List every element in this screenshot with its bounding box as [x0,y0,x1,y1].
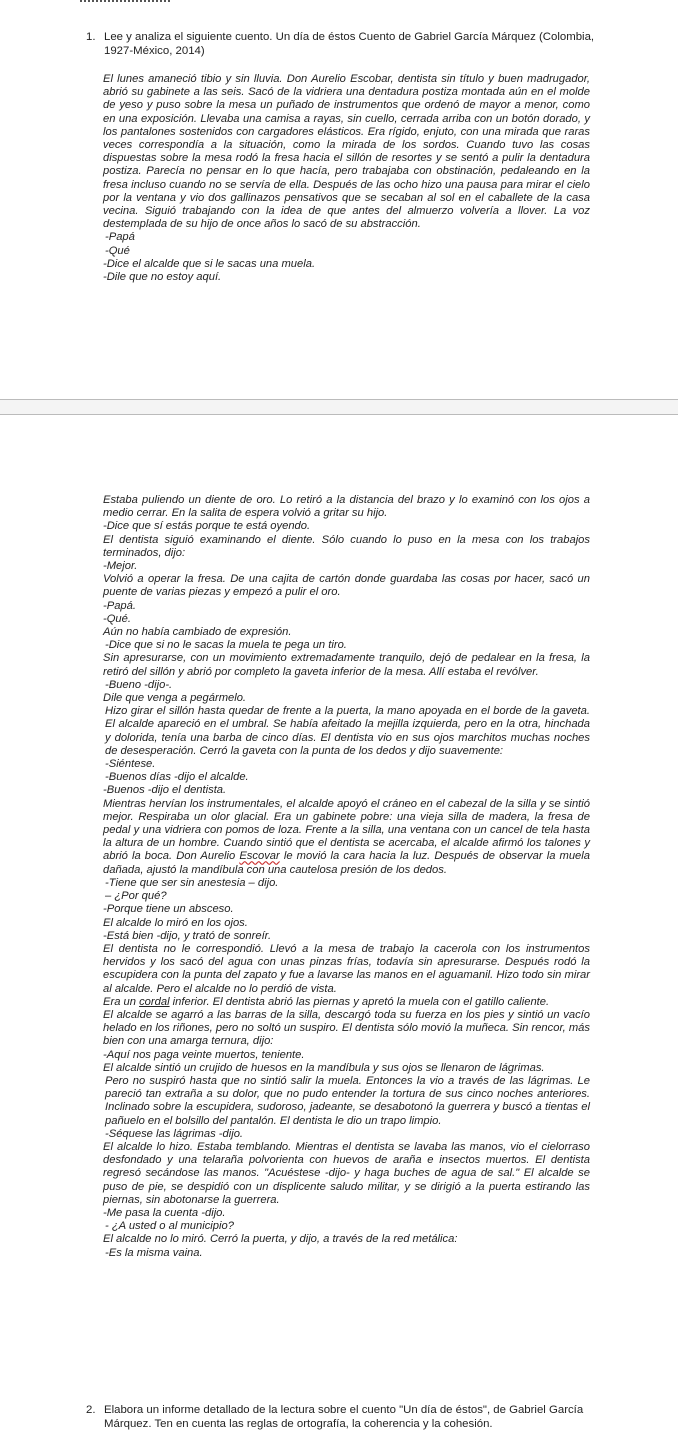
dialogue-line: -Papá. [103,599,136,612]
dialogue-line: -Papá [105,231,135,244]
dialogue-line: -Qué. [103,612,131,625]
paragraph [103,798,590,877]
dialogue-line: -Siéntese. [105,758,156,771]
question-1 [86,30,606,58]
dialogue-line: - ¿A usted o al municipio? [105,1220,234,1233]
paragraph: El dentista siguió examinando el diente. Sólo cuando lo puso en la mesa con los trabajos terminados, dijo: [103,533,590,559]
dialogue-line: -Buenos días -dijo el alcalde. [105,771,249,784]
question-2 [86,1403,606,1431]
paragraph: El alcalde se agarró a las barras de la silla, descargó toda su fuerza en los pies y sintió un vacío helado en los riñones, pero no soltó un suspiro. El dentista sólo movió la muñeca. Sin rencor, más bien con una amarga ternura, dijo: [103,1008,590,1048]
question-1-line-2: 1927-México, 2014) [104,45,205,57]
paragraph-text: inferior. El dentista abrió las piernas y apretó la muela con el gatillo caliente. [169,995,550,1008]
paragraph-text: Mientras hervían los instrumentales, el alcalde apoyó el cráneo en el cabezal de la silla y se sintió mejor. Respiraba un olor glacial. Era un gabinete pobre: una vieja silla de madera, la fresa de pedal y una vidriera con pomos de loza. Frente a la silla, una ventana con un cancel de tela hasta la altura de un hombre. Cuando sintió que el dentista se acercaba, el alcalde afirmó los talones y abrió la boca. Don Aurelio [103,797,590,863]
paragraph: El lunes amaneció tibio y sin lluvia. Don Aurelio Escobar, dentista sin título y buen madrugador, abrió su gabinete a las seis. Sacó de la vidriera una dentadura postiza montada aún en el molde de yeso y puso sobre la mesa un puñado de instrumentos que ordenó de mayor a menor, como en una exposición. Llevaba una camisa a rayas, sin cuello, cerrada arriba con un botón dorado, y los pantalones sostenidos con cargadores elásticos. Era rígido, enjuto, con una mirada que raras veces correspondía a la situación, como la mirada de los sordos. Cuando tuvo las cosas dispuestas sobre la mesa rodó la fresa hacia el sillón de resortes y se sentó a pulir la dentadura postiza. Parecía no pensar en lo que hacía, pero trabajaba con obstinación, pedaleando en la fresa incluso cuando no se servía de ella. Después de las ocho hizo una pausa para mirar el cielo por la ventana y vio dos gallinazos pensativos que se secaban al sol en el caballete de la casa vecina. Siguió trabajando con la idea de que antes del almuerzo volvería a llover. La voz destemplada de su hijo de once años lo sacó de su abstracción. [103,73,590,231]
paragraph: El dentista no le correspondió. Llevó a la mesa de trabajo la cacerola con los instrumentos hervidos y los sacó del agua con unas pinzas frías, todavía sin apresurarse. Después rodó la escupidera con la punta del zapato y fue a lavarse las manos en el aguamanil. Hizo todo sin mirar al alcalde. Pero el alcalde no lo perdió de vista. [103,942,590,995]
paragraph: El alcalde sintió un crujido de huesos en la mandíbula y sus ojos se llenaron de lágrimas. [103,1061,545,1074]
dialogue-line: -Me pasa la cuenta -dijo. [103,1206,226,1219]
dialogue-line: -Dice que sí estás porque te está oyendo. [103,520,311,533]
paragraph: Estaba puliendo un diente de oro. Lo retiró a la distancia del brazo y lo examinó con los ojos a medio cerrar. En la salita de espera volvió a gritar su hijo. [103,494,590,520]
paragraph-text: le movió la cara hacia la luz. Después de observar la muela dañada, ajustó la mandíbula con una cautelosa presión de los dedos. [103,850,590,876]
dialogue-line: -Está bien -dijo, y trató de sonreír. [103,929,272,942]
story-part-2 [103,494,590,1260]
dialogue-line: – ¿Por qué? [105,890,167,903]
dialogue-line: -Es la misma vaina. [105,1246,203,1259]
dialogue-line: -Aquí nos paga veinte muertos, teniente. [103,1048,305,1061]
question-2-line-2: Márquez. Ten en cuenta las reglas de ortografía, la coherencia y la cohesión. [104,1418,493,1430]
misspelled-word: Escovar [239,850,280,863]
paragraph-text: Era un [103,995,140,1008]
page-break-divider [0,399,678,415]
paragraph: Sin apresurarse, con un movimiento extremadamente tranquilo, dejó de pedalear en la fresa, la retiró del sillón y abrió por completo la gaveta inferior de la mesa. Allí estaba el revólver. [103,652,590,678]
dialogue-line: -Buenos -dijo el dentista. [103,784,227,797]
question-2-number: 2. [86,1404,96,1416]
dialogue-line: Dile que venga a pegármelo. [103,692,247,705]
paragraph: Volvió a operar la fresa. De una cajita de cartón donde guardaba las cosas por hacer, sacó un puente de varias piezas y empezó a pulir el oro. [103,573,590,599]
paragraph: El alcalde no lo miró. Cerró la puerta, y dijo, a través de la red metálica: [103,1233,458,1246]
question-1-line-1: Lee y analiza el siguiente cuento. Un día de éstos Cuento de Gabriel García Márquez (Colombia, [104,31,595,43]
dialogue-line: -Dice el alcalde que si le sacas una muela. [103,257,316,270]
underlined-word: cordal [139,995,170,1008]
dialogue-line: -Mejor. [103,560,138,573]
dialogue-line: -Porque tiene un absceso. [103,903,234,916]
paragraph: Aún no había cambiado de expresión. [103,626,292,639]
paragraph: El alcalde lo hizo. Estaba temblando. Mientras el dentista se lavaba las manos, vio el cielorraso desfondado y una telaraña polvorienta con huevos de araña e insectos muertos. El dentista regresó secándose las manos. "Acuéstese -dijo- y haga buches de agua de sal." El alcalde se puso de pie, se despidió con un displicente saludo militar, y se dirigió a la puerta estirando las piernas, sin abotonarse la guerrera. [103,1140,590,1206]
dialogue-line: -Tiene que ser sin anestesia – dijo. [105,876,279,889]
paragraph: Hizo girar el sillón hasta quedar de frente a la puerta, la mano apoyada en el borde de la gaveta. El alcalde apareció en el umbral. Se había afeitado la mejilla izquierda, pero en la otra, hinchada y dolorida, tenía una barba de cinco días. El dentista vio en sus ojos marchitos muchas noches de desesperación. Cerró la gaveta con la punta de los dedos y dijo suavemente: [105,705,590,757]
dialogue-line: -Séquese las lágrimas -dijo. [105,1127,244,1140]
cropped-header-fragment [80,0,170,7]
dialogue-line: -Dice que si no le sacas la muela te pega un tiro. [105,639,347,652]
paragraph: El alcalde lo miró en los ojos. [103,916,248,929]
paragraph [103,996,590,1009]
question-2-line-1: Elabora un informe detallado de la lectura sobre el cuento "Un día de éstos", de Gabriel García [104,1404,584,1416]
question-1-number: 1. [86,31,96,43]
dialogue-line: -Bueno -dijo-. [105,678,173,691]
dialogue-line: -Qué [105,244,130,257]
story-part-1 [103,73,590,284]
dialogue-line: -Dile que no estoy aquí. [103,271,222,284]
paragraph: Pero no suspiró hasta que no sintió salir la muela. Entonces la vio a través de las lágrimas. Le pareció tan extraña a su dolor, que no pudo entender la tortura de sus cinco noches anteriores. Inclinado sobre la escupidera, sudoroso, jadeante, se desabotonó la guerrera y buscó a tientas el pañuelo en el bolsillo del pantalón. El dentista le dio un trapo limpio. [105,1074,590,1127]
